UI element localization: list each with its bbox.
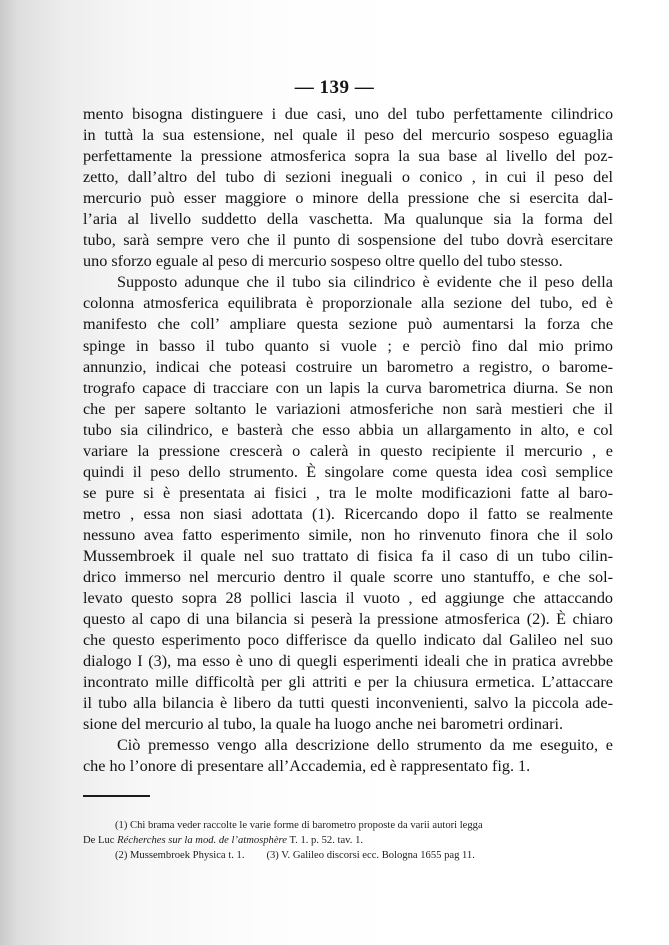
text-line: nessuno avea fatto esperimento simile, non ho rinvenuto finora che il solo xyxy=(83,525,614,544)
footnote-separator-rule xyxy=(83,795,150,797)
footnote-3: (3) V. Galileo discorsi ecc. Bologna 1655 pag 11. xyxy=(266,850,475,861)
paragraph-p-supposto xyxy=(83,272,613,735)
text-line: colonna atmosferica equilibrata è proporzionale alla sezione del tubo, ed è xyxy=(83,294,613,313)
text-line: incontrato mille difficoltà per gli attriti e per la chiusura ermetica. L’attaccare xyxy=(83,673,613,692)
text-line: Ciò premesso vengo alla descrizione dello strumento da me eseguito, e xyxy=(117,736,613,755)
text-line: in tuttà la sua estensione, nel quale il peso del mercurio sospeso eguaglia xyxy=(83,126,613,145)
text-line: perfettamente la pressione atmosferica sopra la sua base al livello del poz- xyxy=(83,147,613,166)
text-line: se pure si è presentata ai fisici , tra le molte modificazioni fatte al baro- xyxy=(83,483,614,502)
text-line: mento bisogna distinguere i due casi, uno del tubo perfettamente cilindrico xyxy=(83,105,614,123)
text-line: tubo, sarà sempre vero che il punto di sospensione del tubo dovrà esercitare xyxy=(83,231,613,250)
text-line: che ho l’onore di presentare all’Accademia, ed è rappresentato fig. 1. xyxy=(83,757,531,776)
paragraph-p-cio xyxy=(83,735,613,777)
footnote-1-title: Récherches sur la mod. de l’atmosphère xyxy=(117,835,287,846)
footnote-1-author: De Luc xyxy=(83,835,115,846)
text-line: dialogo I (3), ma esso è uno di quegli esperimenti ideali che in pratica avrebbe xyxy=(83,652,614,671)
footnote-2-3-line xyxy=(83,848,613,863)
text-line: drico immerso nel mercurio dentro il quale scorre uno stantuffo, e che sol- xyxy=(83,568,613,587)
text-line: manifesto che coll’ ampliare questa sezione può aumentarsi la forza che xyxy=(83,315,614,334)
footnotes xyxy=(83,818,613,863)
text-line: annunzio, indicai che poteasi costruire un barometro a registro, o barome- xyxy=(83,357,613,376)
text-line: quindi il peso dello strumento. È singolare come questa idea così semplice xyxy=(83,462,613,481)
text-line: l’aria al livello suddetto della vaschetta. Ma qualunque sia la forma del xyxy=(83,210,614,229)
text-line: Supposto adunque che il tubo sia cilindrico è evidente che il peso della xyxy=(117,273,613,292)
text-line: mercurio può esser maggiore o minore della pressione che si esercita dal- xyxy=(83,189,613,208)
text-line: uno sforzo eguale al peso di mercurio sospeso oltre quello del tubo stesso. xyxy=(83,252,563,271)
paragraph-p-continued xyxy=(83,104,613,272)
footnote-1-line-2 xyxy=(83,833,613,848)
footnote-1-reference: T. 1. p. 52. tav. 1. xyxy=(289,835,364,846)
footnote-2: (2) Mussembroek Physica t. 1. xyxy=(115,850,245,861)
body-text xyxy=(83,104,613,778)
text-line: Mussembroek il quale nel suo trattato di fisica fa il caso di un tubo cilin- xyxy=(83,546,614,565)
text-line: il tubo alla bilancia è libero da tutti questi inconvenienti, salvo la piccola ade- xyxy=(83,694,613,713)
text-line: trografo capace di tracciare con un lapis la curva barometrica diurna. Se non xyxy=(83,378,614,397)
page-number: — 139 — xyxy=(294,77,375,98)
text-line: variare la pressione crescerà o calerà in questo recipiente il mercurio , e xyxy=(83,441,613,460)
text-line: che questo esperimento poco differisce da quello indicato dal Galileo nel suo xyxy=(83,631,613,650)
footnote-1-line-1: (1) Chi brama veder raccolte le varie forme di barometro proposte da varii autori legga xyxy=(115,820,483,831)
text-line: che per sapere soltanto le variazioni atmosferiche non sarà mestieri che il xyxy=(83,399,613,418)
text-line: sione del mercurio al tubo, la quale ha luogo anche nei barometri ordinari. xyxy=(83,715,564,734)
text-line: questo al capo di una bilancia si peserà la pressione atmosferica (2). È chiaro xyxy=(83,610,613,629)
text-line: spinge in basso il tubo quanto si vuole ; e perciò fino dal mio primo xyxy=(83,336,614,355)
text-line: levato questo sopra 28 pollici lascia il vuoto , ed aggiunge che attaccando xyxy=(83,589,614,608)
text-line: tubo sia cilindrico, e basterà che esso abbia un allargamento in alto, e col xyxy=(83,420,613,439)
text-line: zetto, dall’altro del tubo di sezioni ineguali o conico , in cui il peso del xyxy=(83,168,613,187)
text-line: metro , essa non siasi adottata (1). Ricercando dopo il fatto se realmente xyxy=(83,504,613,523)
